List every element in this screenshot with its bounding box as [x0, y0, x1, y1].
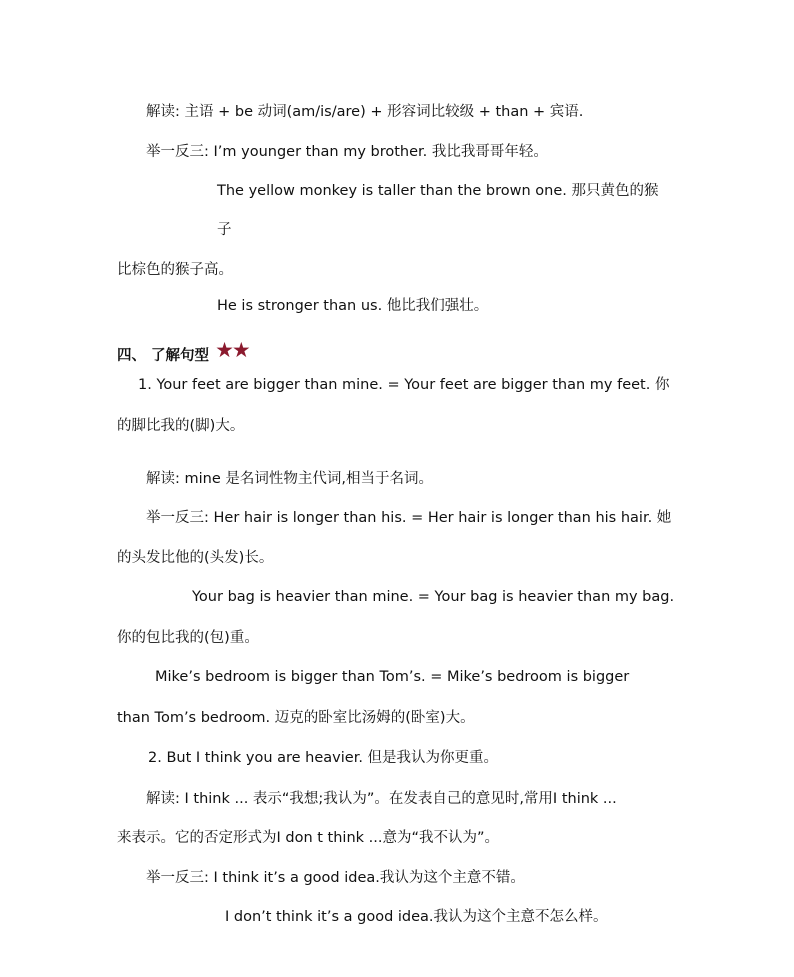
star-rating-icon: ★★ [215, 338, 249, 362]
text-line: Your bag is heavier than mine. = Your bag is heavier than my bag. [192, 589, 675, 605]
text-line: He is stronger than us. 他比我们强壮。 [217, 298, 489, 314]
section-heading-text: 四、 了解句型 [117, 348, 210, 364]
text-line: than Tom’s bedroom. 迈克的卧室比汤姆的(卧室)大。 [117, 710, 475, 726]
text-line: 解读: mine 是名词性物主代词,相当于名词。 [146, 471, 433, 487]
text-line: 的头发比他的(头发)长。 [117, 550, 274, 566]
section-heading [117, 338, 249, 366]
text-line: 2. But I think you are heavier. 但是我认为你更重。 [148, 750, 499, 766]
text-line: Mike’s bedroom is bigger than Tom’s. = Mike’s bedroom is bigger [155, 669, 630, 685]
text-line: 举一反三: Her hair is longer than his. = Her hair is longer than his hair. 她 [146, 510, 672, 526]
text-line: I don’t think it’s a good idea.我认为这个主意不怎么样。 [225, 909, 608, 925]
text-line: 1. Your feet are bigger than mine. = Your feet are bigger than my feet. 你 [138, 377, 670, 393]
text-line: 举一反三: I’m younger than my brother. 我比我哥哥年轻。 [146, 144, 548, 160]
text-line: 子 [217, 222, 232, 238]
text-line: 的脚比我的(脚)大。 [117, 418, 245, 434]
text-line: The yellow monkey is taller than the brown one. 那只黄色的猴 [217, 183, 659, 199]
text-line: 举一反三: I think it’s a good idea.我认为这个主意不错。 [146, 870, 525, 886]
text-line: 比棕色的猴子高。 [117, 262, 233, 278]
text-line: 你的包比我的(包)重。 [117, 630, 259, 646]
text-line: 解读: I think ... 表示“我想;我认为”。在发表自己的意见时,常用I think ... [146, 791, 617, 807]
text-line: 来表示。它的否定形式为I don t think ...意为“我不认为”。 [117, 830, 500, 846]
text-line: 解读: 主语 + be 动词(am/is/are) + 形容词比较级 + than + 宾语. [146, 104, 584, 120]
